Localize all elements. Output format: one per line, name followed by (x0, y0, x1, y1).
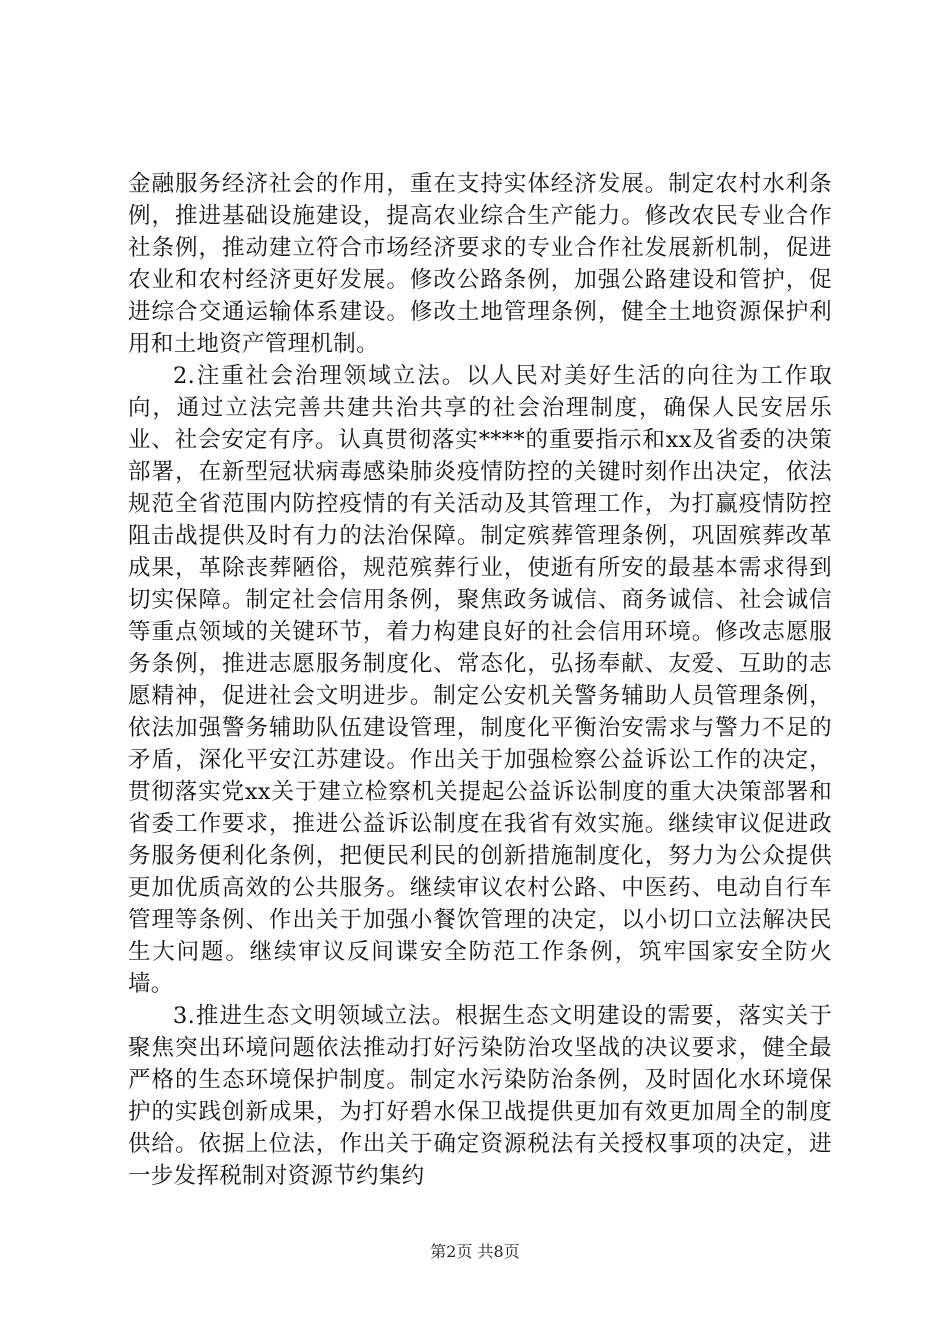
paragraph-ecological-civilization: 3.推进生态文明领域立法。根据生态文明建设的需要，落实关于聚焦突出环境问题依法推动打好污染防治攻坚战的决议要求，健全最严格的生态环境保护制度。制定水污染防治条例，及时固化水环境保护的实践创新成果，为打好碧水保卫战提供更加有效更加周全的制度供给。依据上位法，作出关于确定资源税法有关授权事项的决定，进一步发挥税制对资源节约集约 (128, 1003, 832, 1189)
document-body (128, 168, 832, 1192)
page-number-footer: 第2页 共8页 (430, 1242, 520, 1261)
paragraph-social-governance: 2.注重社会治理领域立法。以人民对美好生活的向往为工作取向，通过立法完善共建共治共享的社会治理制度，确保人民安居乐业、社会安定有序。认真贯彻落实****的重要指示和xx及省委的决策部署，在新型冠状病毒感染肺炎疫情防控的关键时刻作出决定，依法规范全省范围内防控疫情的有关活动及其管理工作，为打赢疫情防控阻击战提供及时有力的法治保障。制定殡葬管理条例，巩固殡葬改革成果，革除丧葬陋俗，规范殡葬行业，使逝有所安的最基本需求得到切实保障。制定社会信用条例，聚焦政务诚信、商务诚信、社会诚信等重点领域的关键环节，着力构建良好的社会信用环境。修改志愿服务条例，推进志愿服务制度化、常态化，弘扬奉献、友爱、互助的志愿精神，促进社会文明进步。制定公安机关警务辅助人员管理条例，依法加强警务辅助队伍建设管理，制度化平衡治安需求与警力不足的矛盾，深化平安江苏建设。作出关于加强检察公益诉讼工作的决定，贯彻落实党xx关于建立检察机关提起公益诉讼制度的重大决策部署和省委工作要求，推进公益诉讼制度在我省有效实施。继续审议促进政务服务便利化条例，把便民利民的创新措施制度化，努力为公众提供更加优质高效的公共服务。继续审议农村公路、中医药、电动自行车管理等条例、作出关于加强小餐饮管理的决定，以小切口立法解决民生大问题。继续审议反间谍安全防范工作条例，筑牢国家安全防火墙。 (128, 363, 832, 997)
paragraph-continuation: 金融服务经济社会的作用，重在支持实体经济发展。制定农村水利条例，推进基础设施建设，提高农业综合生产能力。修改农民专业合作社条例，推动建立符合市场经济要求的专业合作社发展新机制，促进农业和农村经济更好发展。修改公路条例，加强公路建设和管护，促进综合交通运输体系建设。修改土地管理条例，健全土地资源保护利用和土地资产管理机制。 (128, 171, 832, 357)
